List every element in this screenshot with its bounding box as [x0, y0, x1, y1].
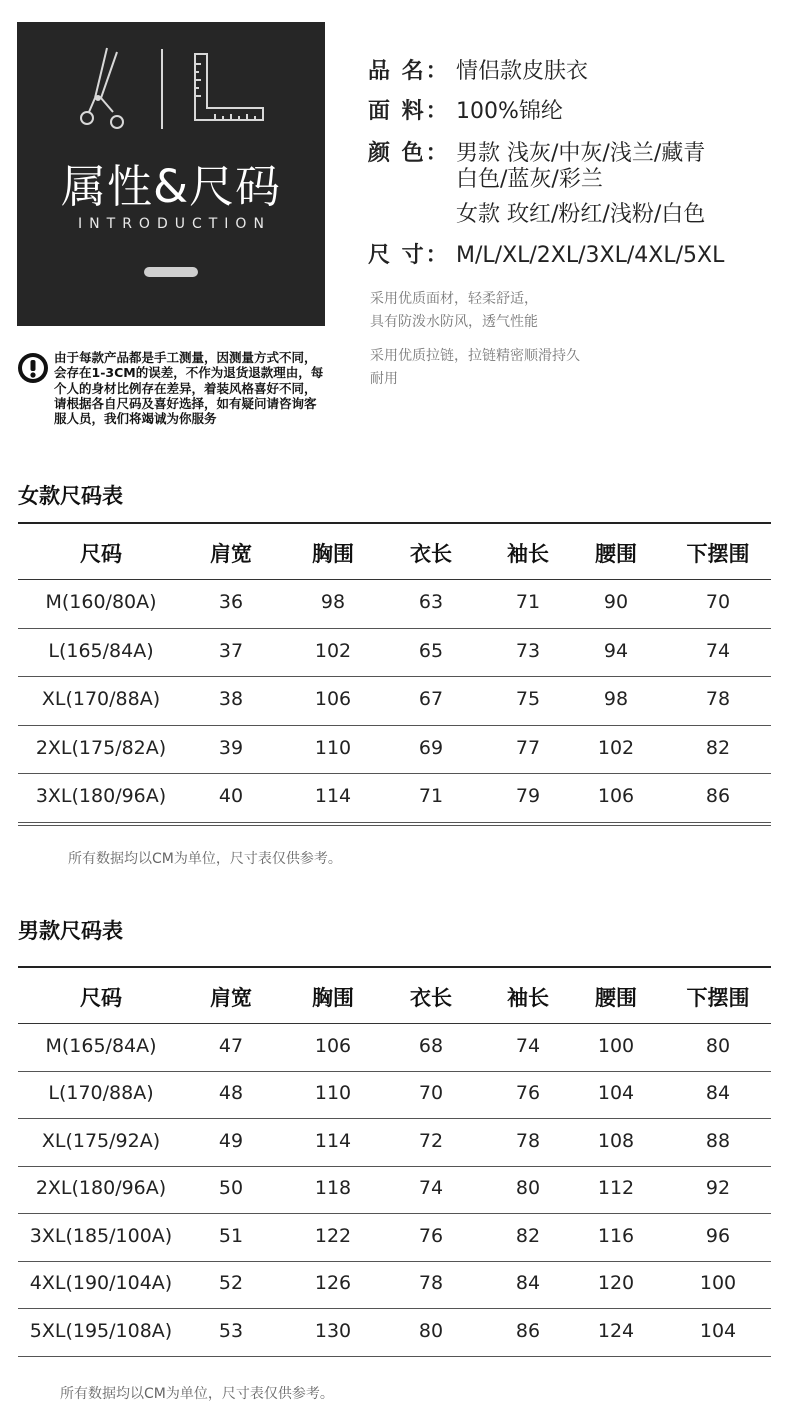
women-size-table — [18, 522, 771, 828]
table-value-cell: 98 — [320, 591, 346, 614]
attr-name-value: 情侣款皮肤衣 — [456, 59, 589, 84]
table-value-cell: 63 — [418, 591, 444, 614]
hero-banner — [17, 22, 325, 326]
table-header-cell: 袖长 — [507, 985, 549, 1010]
table-size-cell: 3XL(180/96A) — [35, 785, 167, 808]
table-row-rule — [18, 1308, 771, 1309]
men-table-title: 男款尺码表 — [18, 919, 123, 943]
table-size-cell: 2XL(175/82A) — [35, 736, 167, 759]
table-value-cell: 75 — [515, 688, 541, 711]
attr-name — [368, 54, 588, 85]
table-value-cell: 49 — [218, 1129, 244, 1152]
table-value-cell: 39 — [218, 736, 244, 759]
table-value-cell: 118 — [314, 1177, 352, 1200]
table-value-cell: 98 — [603, 688, 629, 711]
men-table-note: 所有数据均以CM为单位，尺寸表仅供参考。 — [60, 1386, 334, 1402]
table-size-cell: 4XL(190/104A) — [29, 1272, 173, 1295]
attr-fabric-value: 100%锦纶 — [456, 99, 563, 124]
table-header-cell: 衣长 — [410, 985, 452, 1010]
ruler-icon — [193, 52, 265, 122]
table-value-cell: 106 — [597, 785, 635, 808]
hero-pill — [144, 267, 198, 277]
hero-divider — [161, 49, 163, 129]
table-value-cell: 86 — [705, 785, 731, 808]
table-top-rule — [18, 966, 771, 968]
feature-fabric — [370, 288, 538, 334]
table-value-cell: 78 — [418, 1272, 444, 1295]
attr-color-men-line2: 白色/蓝灰/彩兰 — [456, 167, 603, 192]
table-value-cell: 53 — [218, 1319, 244, 1342]
table-value-cell: 40 — [218, 785, 244, 808]
table-value-cell: 110 — [314, 1082, 352, 1105]
feature-fabric-line1: 采用优质面材，轻柔舒适， — [370, 291, 538, 307]
table-value-cell: 74 — [705, 639, 731, 662]
attr-color-label: 颜 色： — [368, 141, 450, 166]
men-size-table — [18, 966, 771, 1358]
table-value-cell: 84 — [515, 1272, 541, 1295]
feature-zipper — [370, 345, 580, 391]
table-header-cell: 尺码 — [80, 985, 122, 1010]
table-value-cell: 112 — [597, 1177, 635, 1200]
table-value-cell: 116 — [597, 1224, 635, 1247]
table-header-cell: 袖长 — [507, 541, 549, 566]
table-value-cell: 37 — [218, 639, 244, 662]
table-value-cell: 72 — [418, 1129, 444, 1152]
attr-size-value: M/L/XL/2XL/3XL/4XL/5XL — [456, 243, 725, 268]
feature-zipper-line1: 采用优质拉链，拉链精密顺滑持久 — [370, 348, 580, 364]
table-header-cell: 肩宽 — [210, 541, 252, 566]
table-value-cell: 76 — [515, 1082, 541, 1105]
table-value-cell: 106 — [314, 1034, 352, 1057]
table-value-cell: 124 — [597, 1319, 635, 1342]
feature-zipper-line2: 耐用 — [370, 371, 398, 387]
table-size-cell: 5XL(195/108A) — [29, 1319, 173, 1342]
table-value-cell: 51 — [218, 1224, 244, 1247]
table-row-rule — [18, 1071, 771, 1072]
table-header-cell: 腰围 — [595, 541, 637, 566]
table-size-cell: 3XL(185/100A) — [29, 1224, 173, 1247]
table-header-cell: 腰围 — [595, 985, 637, 1010]
table-row-rule — [18, 1213, 771, 1214]
table-value-cell: 82 — [515, 1224, 541, 1247]
table-value-cell: 47 — [218, 1034, 244, 1057]
table-value-cell: 80 — [418, 1319, 444, 1342]
table-value-cell: 77 — [515, 736, 541, 759]
table-value-cell: 70 — [418, 1082, 444, 1105]
table-size-cell: 2XL(180/96A) — [35, 1177, 167, 1200]
hero-subtitle: INTRODUCTION — [78, 216, 271, 232]
attr-size-label: 尺 寸： — [368, 243, 450, 268]
table-row-rule — [18, 725, 771, 726]
table-value-cell: 90 — [603, 591, 629, 614]
attr-name-label: 品 名： — [368, 59, 450, 84]
table-value-cell: 71 — [418, 785, 444, 808]
table-row-rule — [18, 1166, 771, 1167]
table-size-cell: XL(175/92A) — [41, 1129, 161, 1152]
hero-title: 属性&尺码 — [60, 160, 282, 213]
table-value-cell: 104 — [597, 1082, 635, 1105]
table-row-rule — [18, 1356, 771, 1357]
table-header-cell: 下摆围 — [686, 541, 750, 566]
table-value-cell: 96 — [705, 1224, 731, 1247]
table-value-cell: 114 — [314, 785, 352, 808]
table-value-cell: 74 — [418, 1177, 444, 1200]
table-row-rule — [18, 676, 771, 677]
table-value-cell: 108 — [597, 1129, 635, 1152]
table-value-cell: 76 — [418, 1224, 444, 1247]
table-value-cell: 67 — [418, 688, 444, 711]
table-value-cell: 92 — [705, 1177, 731, 1200]
attr-fabric — [368, 94, 563, 125]
table-value-cell: 71 — [515, 591, 541, 614]
table-row-rule — [18, 822, 771, 823]
table-value-cell: 52 — [218, 1272, 244, 1295]
women-table-note: 所有数据均以CM为单位，尺寸表仅供参考。 — [68, 851, 342, 867]
table-value-cell: 68 — [418, 1034, 444, 1057]
table-size-cell: L(165/84A) — [48, 639, 154, 662]
attr-fabric-label: 面 料： — [368, 99, 450, 124]
table-header-cell: 胸围 — [312, 985, 354, 1010]
table-value-cell: 94 — [603, 639, 629, 662]
table-header-cell: 胸围 — [312, 541, 354, 566]
table-size-cell: M(165/84A) — [45, 1034, 157, 1057]
table-value-cell: 78 — [705, 688, 731, 711]
table-value-cell: 80 — [705, 1034, 731, 1057]
table-value-cell: 114 — [314, 1129, 352, 1152]
table-row-rule — [18, 1118, 771, 1119]
table-value-cell: 36 — [218, 591, 244, 614]
table-value-cell: 50 — [218, 1177, 244, 1200]
table-value-cell: 38 — [218, 688, 244, 711]
table-value-cell: 88 — [705, 1129, 731, 1152]
table-value-cell: 100 — [597, 1034, 635, 1057]
table-value-cell: 69 — [418, 736, 444, 759]
table-value-cell: 100 — [699, 1272, 737, 1295]
table-header-cell: 尺码 — [80, 541, 122, 566]
table-header-cell: 肩宽 — [210, 985, 252, 1010]
table-size-cell: XL(170/88A) — [41, 688, 161, 711]
table-top-rule — [18, 522, 771, 524]
table-value-cell: 78 — [515, 1129, 541, 1152]
table-value-cell: 74 — [515, 1034, 541, 1057]
table-value-cell: 122 — [314, 1224, 352, 1247]
attr-color-women: 女款 玫红/粉红/浅粉/白色 — [456, 202, 706, 227]
table-size-cell: M(160/80A) — [45, 591, 157, 614]
table-row-rule — [18, 773, 771, 774]
scissors-icon — [77, 46, 129, 134]
table-value-cell: 82 — [705, 736, 731, 759]
table-value-cell: 102 — [597, 736, 635, 759]
table-header-cell: 下摆围 — [686, 985, 750, 1010]
table-value-cell: 70 — [705, 591, 731, 614]
attr-size — [368, 238, 724, 269]
table-header-rule — [18, 1023, 771, 1024]
table-value-cell: 86 — [515, 1319, 541, 1342]
table-value-cell: 102 — [314, 639, 352, 662]
table-header-cell: 衣长 — [410, 541, 452, 566]
table-value-cell: 80 — [515, 1177, 541, 1200]
table-value-cell: 130 — [314, 1319, 352, 1342]
table-value-cell: 79 — [515, 785, 541, 808]
table-row-rule — [18, 628, 771, 629]
table-size-cell: L(170/88A) — [48, 1082, 154, 1105]
attr-color-men-line1: 男款 浅灰/中灰/浅兰/藏青 — [456, 141, 706, 166]
table-value-cell: 48 — [218, 1082, 244, 1105]
table-value-cell: 73 — [515, 639, 541, 662]
table-value-cell: 84 — [705, 1082, 731, 1105]
table-value-cell: 106 — [314, 688, 352, 711]
table-value-cell: 120 — [597, 1272, 635, 1295]
exclamation-icon — [17, 352, 49, 384]
table-value-cell: 65 — [418, 639, 444, 662]
women-table-title: 女款尺码表 — [18, 484, 123, 508]
feature-fabric-line2: 具有防泼水防风，透气性能 — [370, 314, 538, 330]
table-value-cell: 126 — [314, 1272, 352, 1295]
table-header-rule — [18, 579, 771, 580]
table-bottom-double-rule — [18, 825, 771, 826]
table-row-rule — [18, 1261, 771, 1262]
table-value-cell: 104 — [699, 1319, 737, 1342]
measurement-notice: 由于每款产品都是手工测量，因测量方式不同，会存在1-3CM的误差，不作为退货退款理由，每个人的身材比例存在差异，着装风格喜好不同，请根据各自尺码及喜好选择，如有疑问请咨询客服人员，我们将竭诚为你服务 — [54, 350, 324, 427]
table-value-cell: 110 — [314, 736, 352, 759]
